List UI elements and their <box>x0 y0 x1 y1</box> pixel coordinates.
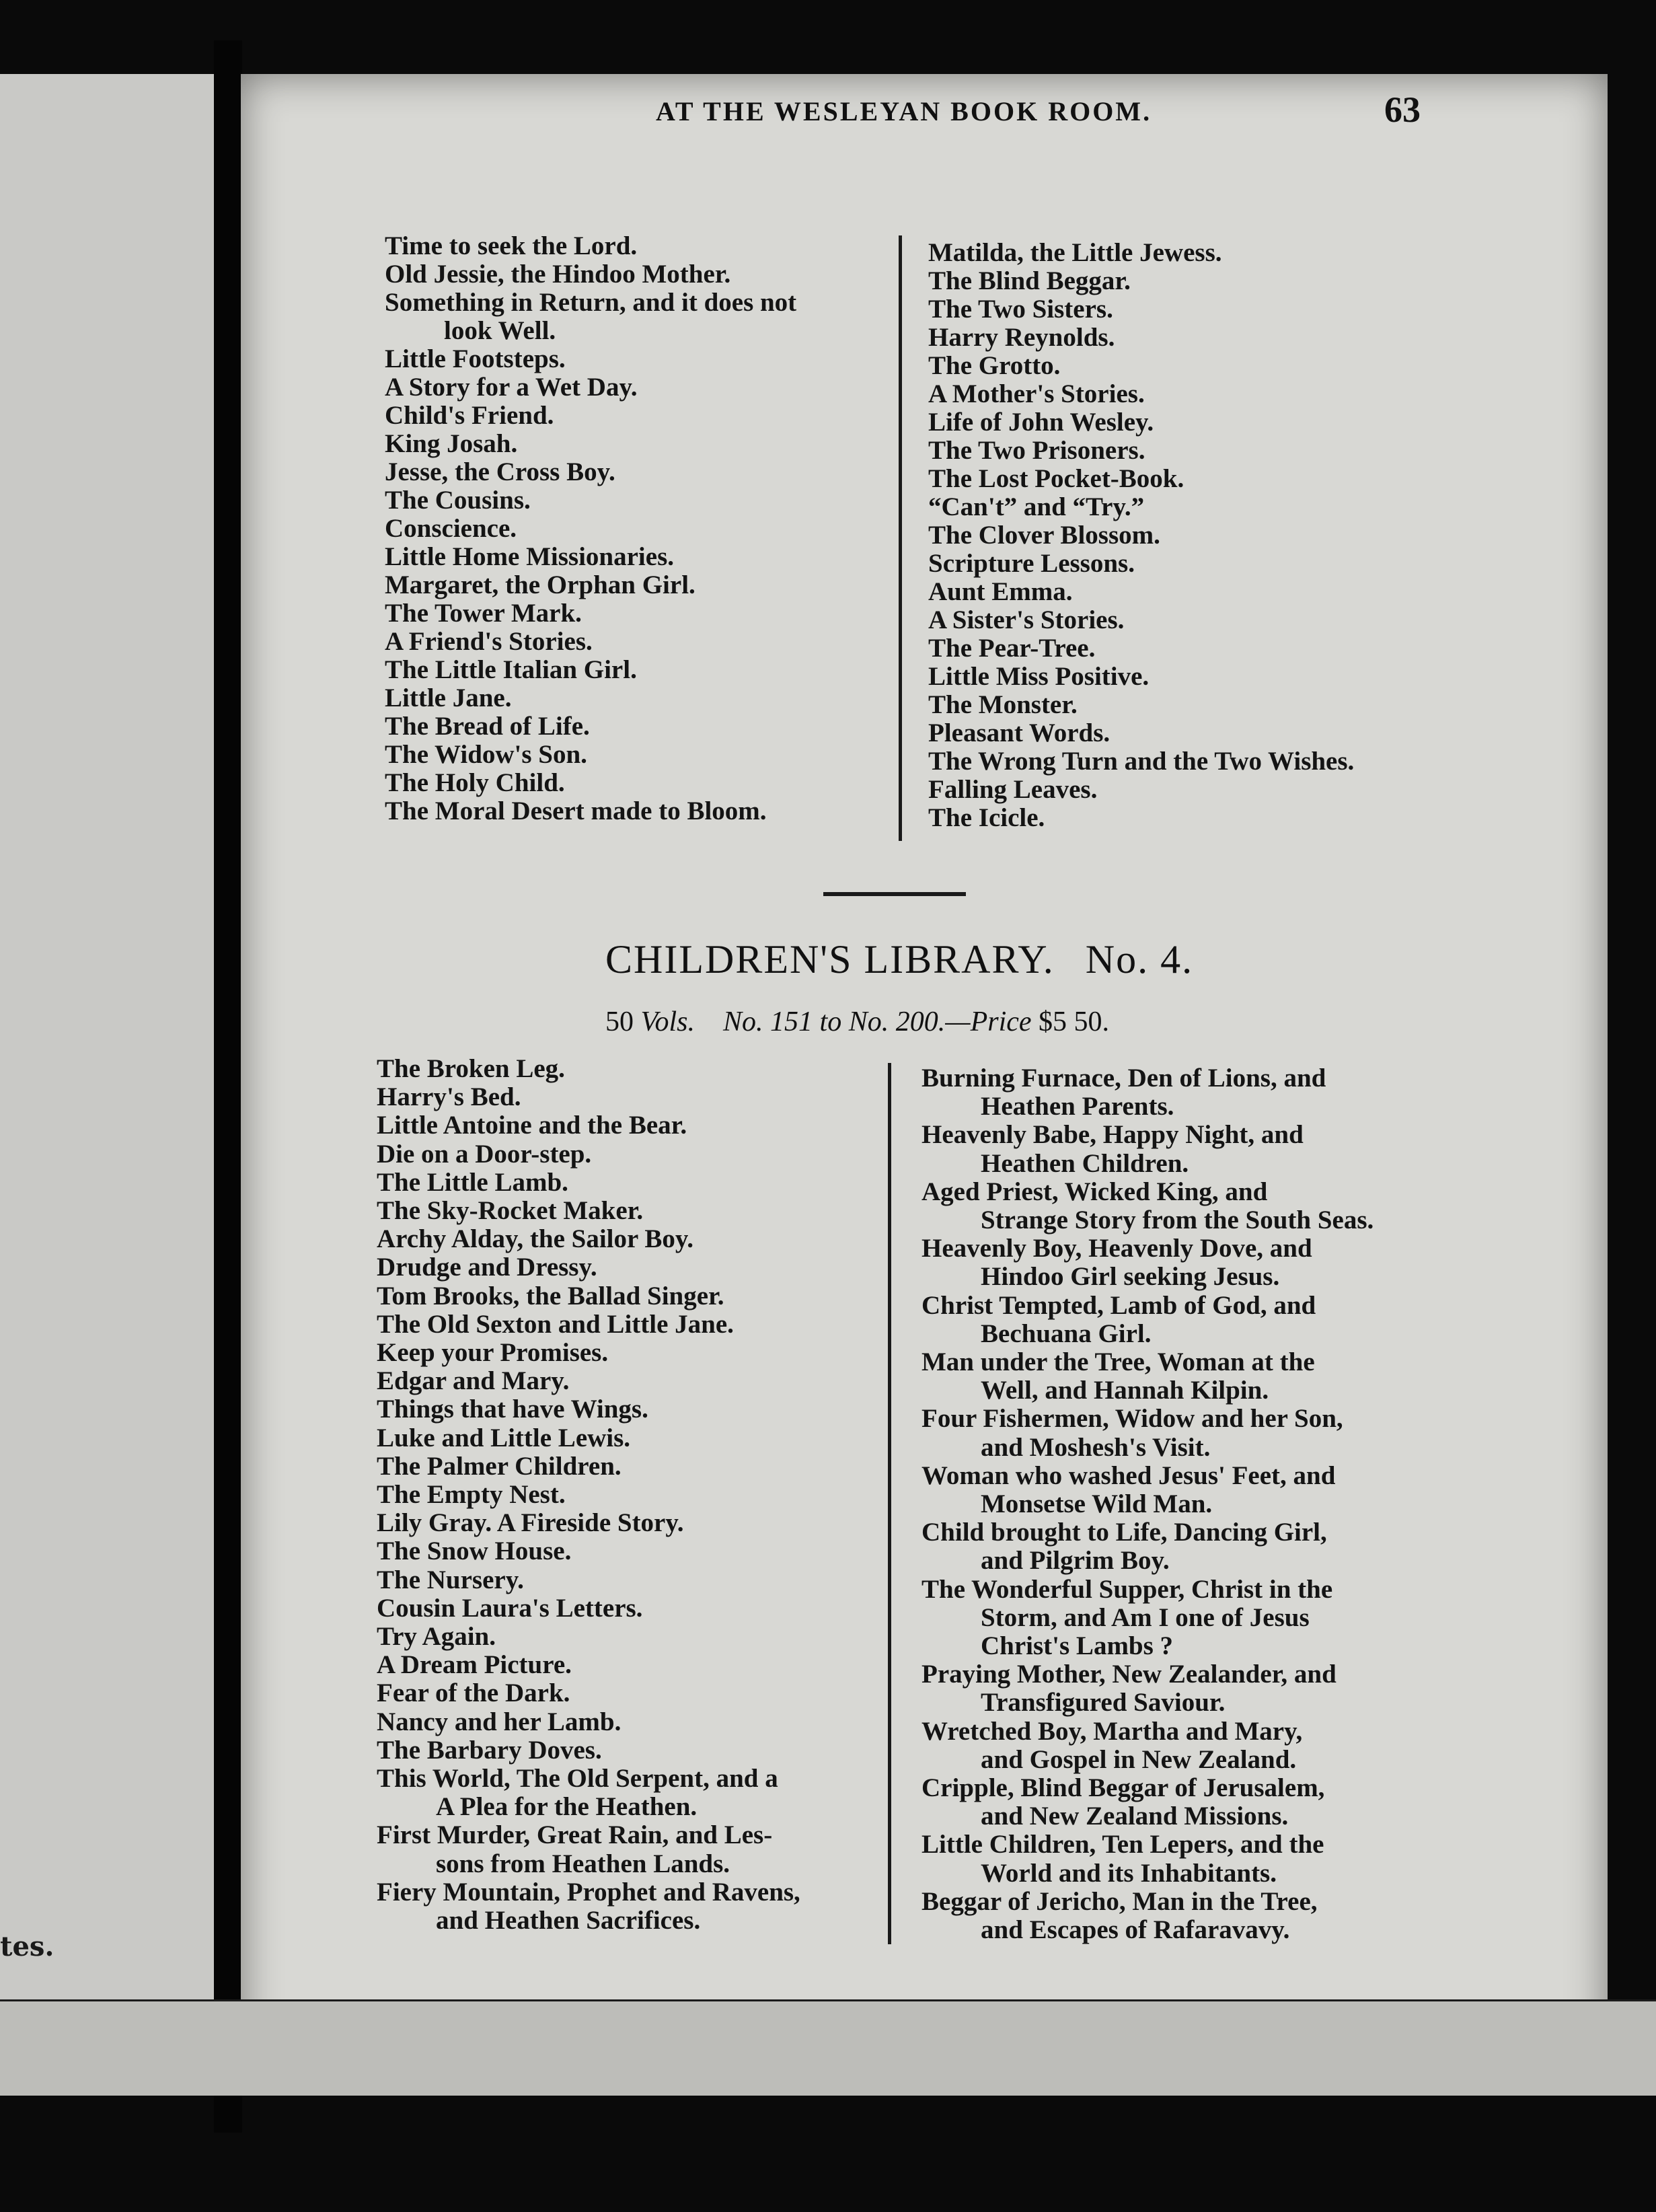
book-title-entry: Burning Furnace, Den of Lions, and Heathen Parents. <box>921 1064 1326 1121</box>
book-title-entry: Jesse, the Cross Boy. <box>385 457 615 486</box>
book-title-entry: Margaret, the Orphan Girl. <box>385 570 695 599</box>
book-title-entry: The Nursery. <box>377 1565 524 1594</box>
library-title: CHILDREN'S LIBRARY. <box>605 937 1055 982</box>
book-title-entry: “Can't” and “Try.” <box>928 492 1145 521</box>
book-title-entry: A Mother's Stories. <box>928 379 1145 408</box>
book-title-entry: The Old Sexton and Little Jane. <box>377 1309 734 1339</box>
book-title-entry: The Grotto. <box>928 351 1061 380</box>
book-title-entry: The Lost Pocket-Book. <box>928 464 1184 493</box>
library-list-right-column <box>921 1064 1419 1944</box>
volume-range: No. 151 to No. 200. <box>723 1006 946 1037</box>
book-title-entry: The Clover Blossom. <box>928 521 1160 550</box>
book-title-entry: Little Jane. <box>385 684 512 712</box>
book-title-entry: Luke and Little Lewis. <box>377 1423 631 1452</box>
library-number: No. 4. <box>1085 937 1194 982</box>
book-title-entry: The Pear-Tree. <box>928 634 1096 663</box>
book-title-entry: Aged Priest, Wicked King, and Strange Story from the South Seas. <box>921 1177 1374 1235</box>
book-title-entry: Life of John Wesley. <box>928 408 1154 437</box>
book-title-entry: The Palmer Children. <box>377 1451 622 1481</box>
book-title-entry: Little Children, Ten Lepers, and the World and its Inhabitants. <box>921 1830 1324 1888</box>
book-title-entry: The Moral Desert made to Bloom. <box>385 797 767 825</box>
book-title-entry: Cripple, Blind Beggar of Jerusalem, and New Zealand Missions. <box>921 1773 1325 1831</box>
book-title-entry: Scripture Lessons. <box>928 549 1135 578</box>
book-title-entry: Matilda, the Little Jewess. <box>928 238 1222 267</box>
book-title-entry: The Sky-Rocket Maker. <box>377 1196 644 1226</box>
library-list-left-column <box>377 1055 874 1935</box>
book-title-entry: Something in Return, and it does not look Well. <box>385 288 797 345</box>
book-title-entry: The Monster. <box>928 690 1078 719</box>
book-title-entry: Woman who washed Jesus' Feet, and Monsetse Wild Man. <box>921 1461 1336 1519</box>
book-title-entry: Try Again. <box>377 1622 496 1652</box>
book-title-entry: The Two Sisters. <box>928 295 1113 324</box>
book-title-entry: Nancy and her Lamb. <box>377 1707 622 1736</box>
book-title-entry: A Dream Picture. <box>377 1650 572 1680</box>
book-title-entry: Conscience. <box>385 514 517 543</box>
book-title-entry: Beggar of Jericho, Man in the Tree, and Escapes of Rafaravavy. <box>921 1886 1318 1945</box>
vols-count: 50 <box>605 1006 634 1037</box>
price-label: —Price <box>945 1006 1032 1037</box>
book-title-entry: Child brought to Life, Dancing Girl, and Pilgrim Boy. <box>921 1518 1327 1576</box>
book-title-entry: The Tower Mark. <box>385 599 582 628</box>
book-title-entry: The Holy Child. <box>385 768 565 797</box>
book-title-entry: The Little Lamb. <box>377 1167 568 1197</box>
book-title-entry: Heavenly Boy, Heavenly Dove, and Hindoo Girl seeking Jesus. <box>921 1234 1312 1292</box>
book-title-entry: The Wonderful Supper, Christ in the Storm, and Am I one of Jesus Christ's Lambs ? <box>921 1574 1333 1661</box>
book-title-entry: Child's Friend. <box>385 401 554 430</box>
book-title-entry: Little Antoine and the Bear. <box>377 1111 687 1140</box>
book-title-entry: A Story for a Wet Day. <box>385 373 638 402</box>
book-title-entry: Pleasant Words. <box>928 718 1111 747</box>
book-title-entry: The Blind Beggar. <box>928 266 1131 295</box>
book-title-entry: Four Fishermen, Widow and her Son, and Moshesh's Visit. <box>921 1404 1343 1462</box>
book-title-entry: Drudge and Dressy. <box>377 1253 597 1282</box>
book-title-entry: The Widow's Son. <box>385 740 587 769</box>
book-title-entry: The Cousins. <box>385 486 531 515</box>
book-title-entry: Wretched Boy, Martha and Mary, and Gospel in New Zealand. <box>921 1716 1303 1774</box>
book-title-entry: This World, The Old Serpent, and a A Plea for the Heathen. <box>377 1764 778 1822</box>
book-title-entry: The Barbary Doves. <box>377 1735 602 1765</box>
book-title-entry: Falling Leaves. <box>928 775 1098 804</box>
book-title-entry: Lily Gray. A Fireside Story. <box>377 1508 684 1538</box>
book-title-entry: Archy Alday, the Sailor Boy. <box>377 1224 693 1254</box>
top-list-left-column <box>385 232 882 825</box>
price-value: $5 50. <box>1039 1006 1110 1037</box>
book-title-entry: The Snow House. <box>377 1537 572 1566</box>
facing-page-edge <box>0 74 214 2079</box>
book-title-entry: The Empty Nest. <box>377 1480 566 1510</box>
book-title-entry: Man under the Tree, Woman at the Well, and Hannah Kilpin. <box>921 1348 1315 1405</box>
book-title-entry: Edgar and Mary. <box>377 1366 570 1396</box>
book-title-entry: Little Miss Positive. <box>928 662 1150 691</box>
book-title-entry: Harry's Bed. <box>377 1082 521 1112</box>
book-title-entry: The Bread of Life. <box>385 712 590 741</box>
book-title-entry: Little Footsteps. <box>385 344 566 373</box>
vols-label: Vols. <box>640 1006 695 1037</box>
column-divider-rule <box>888 1063 891 1944</box>
book-title-entry: The Broken Leg. <box>377 1054 565 1083</box>
book-title-entry: Aunt Emma. <box>928 577 1073 606</box>
book-title-entry: Fiery Mountain, Prophet and Ravens, and Heathen Sacrifices. <box>377 1877 800 1936</box>
book-title-entry: King Josah. <box>385 429 518 458</box>
page-below-area <box>0 2001 1656 2096</box>
book-title-entry: First Murder, Great Rain, and Les- sons from Heathen Lands. <box>377 1820 773 1878</box>
book-title-entry: Heavenly Babe, Happy Night, and Heathen Children. <box>921 1120 1304 1178</box>
book-title-entry: The Two Prisoners. <box>928 436 1145 465</box>
section-subtitle <box>605 1006 1211 1038</box>
book-title-entry: The Wrong Turn and the Two Wishes. <box>928 747 1355 776</box>
book-title-entry: Keep your Promises. <box>377 1338 609 1368</box>
book-title-entry: The Icicle. <box>928 803 1045 832</box>
book-title-entry: Time to seek the Lord. <box>385 231 638 260</box>
facing-page-fragment: tes. <box>0 1931 54 1962</box>
book-title-entry: Old Jessie, the Hindoo Mother. <box>385 260 731 289</box>
section-title <box>605 936 1211 983</box>
book-title-entry: Tom Brooks, the Ballad Singer. <box>377 1281 724 1311</box>
book-title-entry: Die on a Door-step. <box>377 1139 592 1169</box>
book-title-entry: Cousin Laura's Letters. <box>377 1593 643 1623</box>
book-title-entry: Things that have Wings. <box>377 1395 648 1424</box>
top-list-right-column <box>928 239 1439 832</box>
book-title-entry: Christ Tempted, Lamb of God, and Bechuana Girl. <box>921 1290 1316 1348</box>
section-divider <box>823 892 966 896</box>
book-title-entry: A Sister's Stories. <box>928 605 1125 634</box>
running-head: AT THE WESLEYAN BOOK ROOM. <box>656 96 1152 126</box>
book-title-entry: Fear of the Dark. <box>377 1679 570 1708</box>
book-title-entry: A Friend's Stories. <box>385 627 593 656</box>
book-spine-gutter <box>214 40 242 2133</box>
book-title-entry: Praying Mother, New Zealander, and Transfigured Saviour. <box>921 1660 1337 1718</box>
column-divider-rule <box>899 235 902 841</box>
book-title-entry: The Little Italian Girl. <box>385 655 637 684</box>
book-title-entry: Little Home Missionaries. <box>385 542 675 571</box>
book-title-entry: Harry Reynolds. <box>928 323 1115 352</box>
page-number: 63 <box>1384 89 1421 130</box>
